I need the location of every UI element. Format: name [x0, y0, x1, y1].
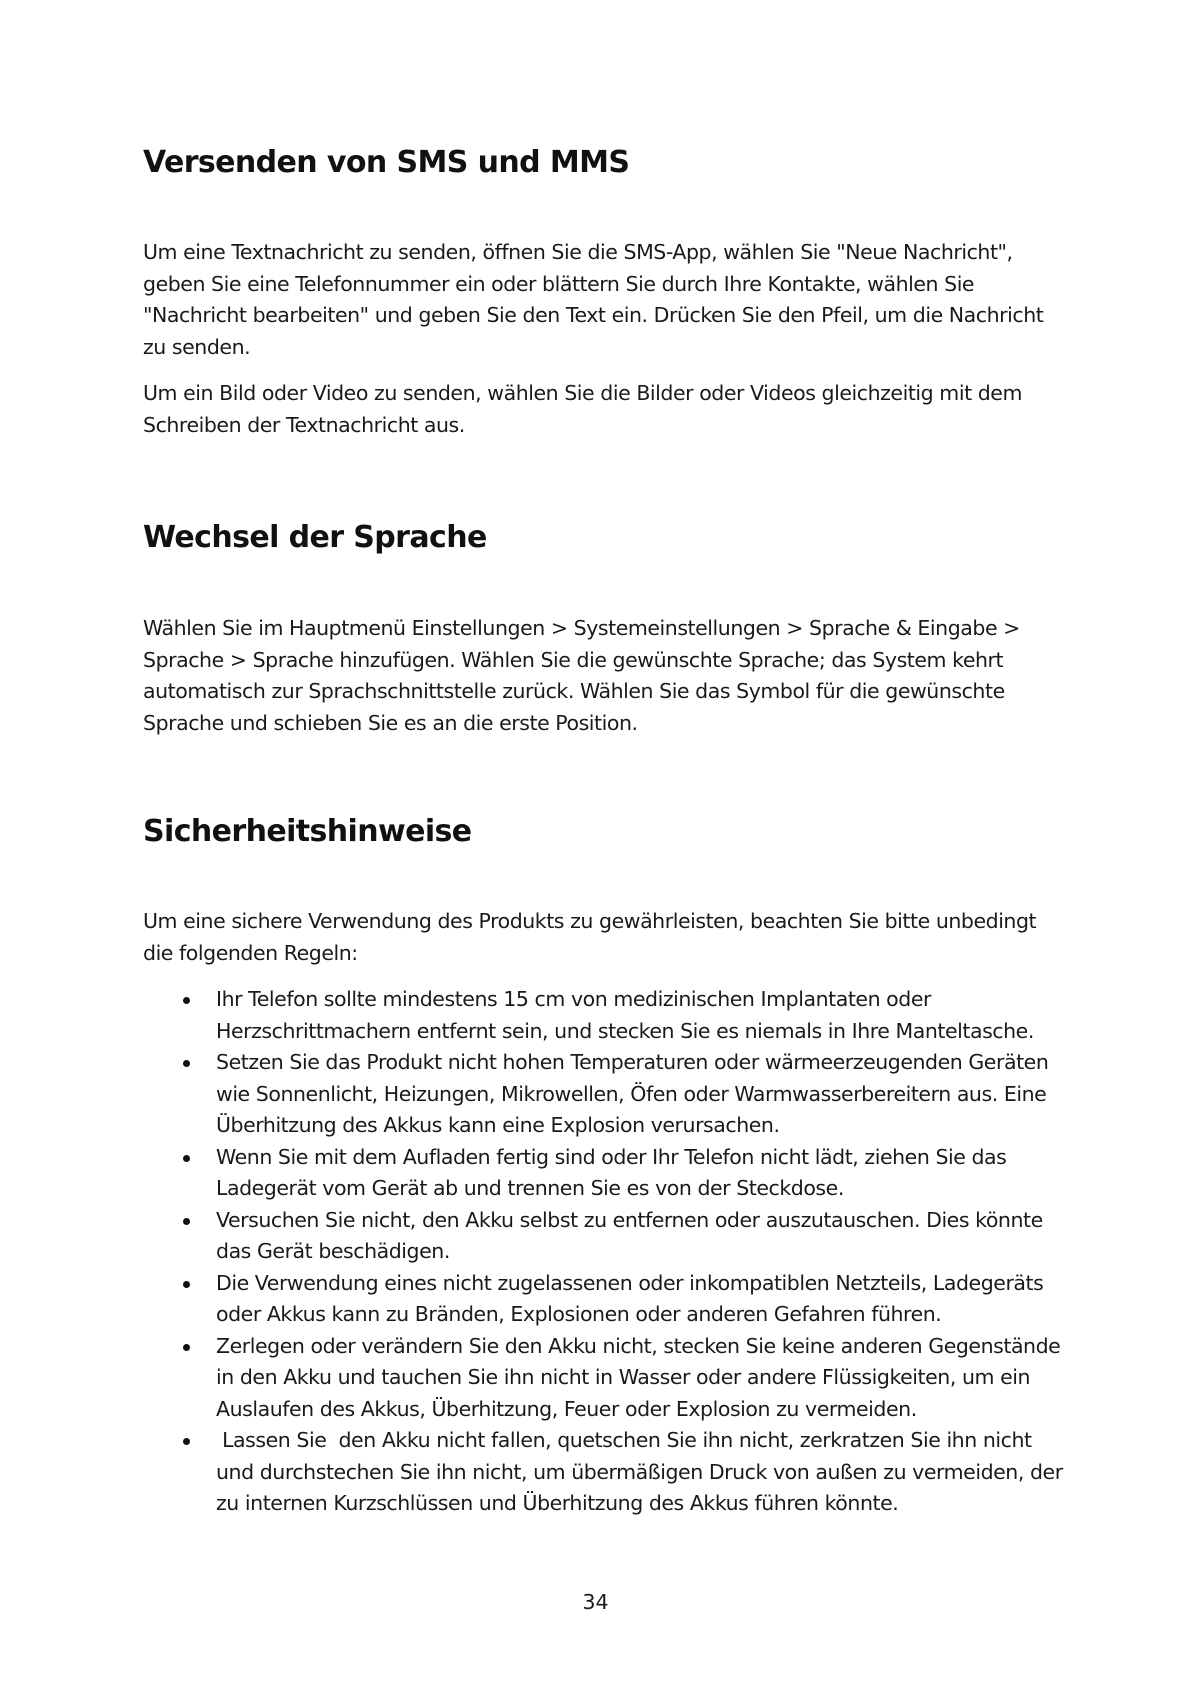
paragraph: Um eine sichere Verwendung des Produkts zu gewährleisten, beachten Sie bitte unbedingt die folgenden Regeln:: [143, 909, 1037, 965]
list-item-text: Versuchen Sie nicht, den Akku selbst zu entfernen oder auszutauschen. Dies könnte das Gerät beschädigen.: [216, 1207, 1043, 1263]
safety-bullet-list: [143, 984, 1069, 1520]
list-item: [143, 1331, 1063, 1426]
bullet-icon: [183, 1281, 190, 1288]
section-body-sms-mms: [143, 237, 1063, 456]
bullet-icon: [183, 1344, 190, 1351]
bullet-icon: [183, 997, 190, 1004]
paragraph: Wählen Sie im Hauptmenü Einstellungen > Systemeinstellungen > Sprache & Eingabe > Sprache > Sprache hinzufügen. Wählen Sie die gewünschte Sprache; das System kehrt automatisch zur Sprachschnittstelle zurück. Wählen Sie das Symbol für die gewünschte Sprache und schieben Sie es an die erste Position.: [143, 616, 1020, 735]
bullet-icon: [183, 1218, 190, 1225]
section-body-safety: [143, 906, 1069, 1520]
section-title-sms-mms: Versenden von SMS und MMS: [143, 145, 630, 180]
list-item: [143, 1047, 1063, 1142]
list-item-text: Ihr Telefon sollte mindestens 15 cm von medizinischen Implantaten oder Herzschrittmachern entfernt sein, und stecken Sie es niemals in Ihre Manteltasche.: [216, 987, 1034, 1043]
list-item: [143, 1425, 1069, 1520]
list-item-text: Wenn Sie mit dem Aufladen fertig sind oder Ihr Telefon nicht lädt, ziehen Sie das Ladegerät vom Gerät ab und trennen Sie es von der Steckdose.: [216, 1144, 1007, 1200]
section-title-language: Wechsel der Sprache: [143, 520, 487, 555]
list-item-text: Setzen Sie das Produkt nicht hohen Temperaturen oder wärmeerzeugenden Geräten wie Sonnenlicht, Heizungen, Mikrowellen, Öfen oder Warmwasserbereitern aus. Eine Überhitzung des Akkus kann eine Explosion verursachen.: [216, 1050, 1049, 1137]
list-item-text: Zerlegen oder verändern Sie den Akku nicht, stecken Sie keine anderen Gegenstände in den Akku und tauchen Sie ihn nicht in Wasser oder andere Flüssigkeiten, um ein Auslaufen des Akkus, Überhitzung, Feuer oder Explosion zu vermeiden.: [216, 1333, 1061, 1421]
list-item: [143, 1142, 1063, 1205]
list-item-text: Lassen Sie den Akku nicht fallen, quetschen Sie ihn nicht, zerkratzen Sie ihn nicht und durchstechen Sie ihn nicht, um übermäßigen Druck von außen zu vermeiden, der zu internen Kurzschlüssen und Überhitzung des Akkus führen könnte.: [216, 1428, 1069, 1515]
list-item: [143, 1205, 1063, 1268]
list-item: [143, 1268, 1063, 1331]
bullet-icon: [183, 1438, 190, 1445]
bullet-icon: [183, 1060, 190, 1067]
list-item: [143, 984, 1063, 1047]
paragraph: Um ein Bild oder Video zu senden, wählen Sie die Bilder oder Videos gleichzeitig mit dem Schreiben der Textnachricht aus.: [143, 381, 1022, 437]
section-body-language: [143, 613, 1063, 754]
paragraph: Um eine Textnachricht zu senden, öffnen Sie die SMS-App, wählen Sie "Neue Nachricht", geben Sie eine Telefonnummer ein oder blättern Sie durch Ihre Kontakte, wählen Sie "Nachricht bearbeiten" und geben Sie den Text ein. Drücken Sie den Pfeil, um die Nachricht zu senden.: [143, 240, 1044, 359]
list-item-text: Die Verwendung eines nicht zugelassenen oder inkompatiblen Netzteils, Ladegeräts oder Akkus kann zu Bränden, Explosionen oder anderen Gefahren führen.: [216, 1270, 1044, 1326]
page-number: 34: [582, 1590, 609, 1614]
section-title-safety: Sicherheitshinweise: [143, 814, 472, 849]
bullet-icon: [183, 1155, 190, 1162]
